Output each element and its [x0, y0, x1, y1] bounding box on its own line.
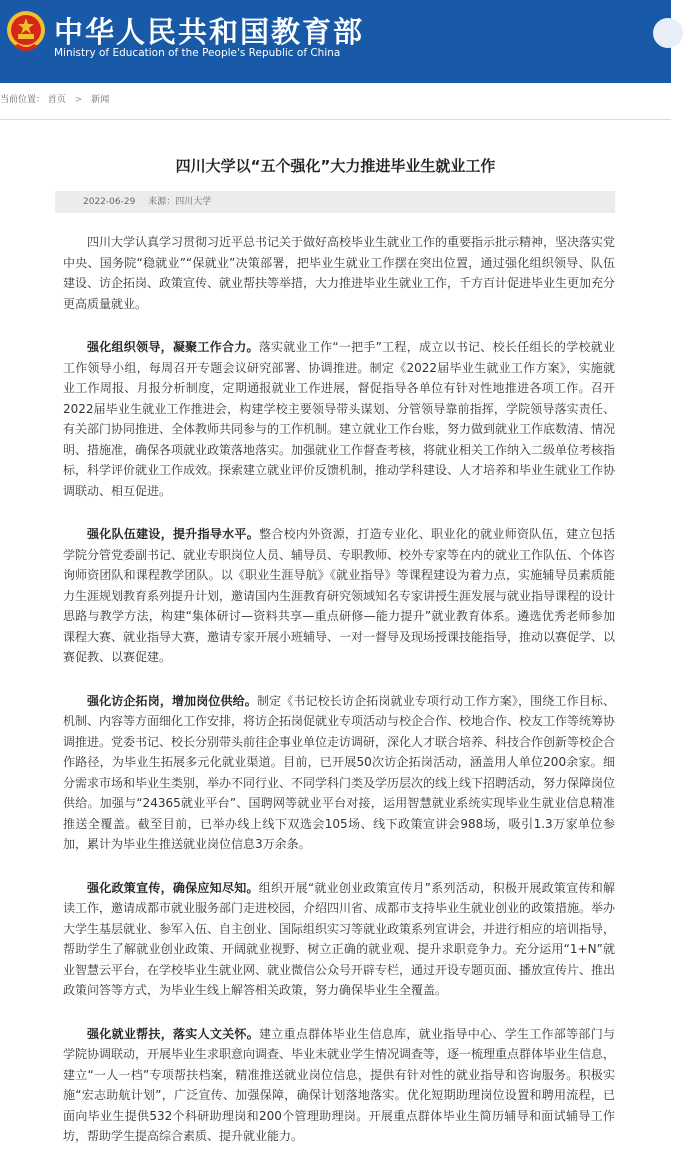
breadcrumb-home[interactable]: 首页: [47, 95, 66, 105]
breadcrumb-news[interactable]: 新闻: [91, 95, 110, 105]
article-title: 四川大学以“五个强化”大力推进毕业生就业工作: [175, 157, 496, 175]
publish-date: 2022-06-29: [83, 197, 136, 207]
section-text: 整合校内外资源，打造专业化、职业化的就业师资队伍，建立包括学院分管党委副书记、就业专职岗位人员、辅导员、专职教师、校外专家等在内的就业工作队伍、个体咨询师资团队和课程教学团队。以《职业生涯导航》《就业指导》等课程建设为着力点，实施辅导员素质能力生涯规划教育系列提升计划，邀请国内生涯教育研究领域知名专家讲授生涯发展与就业指导课程的设计思路与教学方法，构建“集体研讨—资料共享—重点研修—能力提升”就业教育体系。遴选优秀老师参加课程大赛、就业指导大赛，邀请专家开展小班辅导、一对一督导及现场授课技能指导，推动以赛促学、以赛促教、以赛促建。: [63, 527, 616, 664]
article-source: 来源：四川大学: [148, 197, 212, 207]
section-text: 组织开展“就业创业政策宣传月”系列活动，积极开展政策宣传和解读工作，邀请成都市就业服务部门走进校园，介绍四川省、成都市支持毕业生就业创业的政策措施。举办大学生基层就业、参军入伍、自主创业、国际组织实习等就业政策系列宣讲会，并进行相应的培训指导，帮助学生了解就业创业政策、开阔就业视野、树立正确的就业观、提升求职竞争力。充分运用“1+N”就业智慧云平台，在学校毕业生就业网、就业微信公众号开辟专栏，通过开设专题页面、播放宣传片、推出政策问答等方式，为毕业生线上解答相关政策，努力确保毕业生全覆盖。: [63, 880, 616, 997]
section-paragraph: [63, 878, 615, 1001]
article-body: [63, 232, 615, 1170]
site-title-cn[interactable]: 中华人民共和国教育部: [54, 15, 365, 49]
article-meta: [55, 191, 615, 213]
section-heading: 强化组织领导，凝聚工作合力。: [87, 340, 259, 354]
site-header: [0, 0, 671, 83]
intro-text: 四川大学认真学习贯彻习近平总书记关于做好高校毕业生就业工作的重要指示批示精神，坚决落实党中央、国务院“稳就业”“保就业”决策部署，把毕业生就业工作摆在突出位置，通过强化组织领导、队伍建设、访企拓岗、政策宣传、就业帮扶等举措，大力推进毕业生就业工作，千方百计促进毕业生更加充分更高质量就业。: [63, 235, 616, 311]
section-heading: 强化访企拓岗，增加岗位供给。: [87, 693, 257, 708]
section-paragraph: [63, 337, 615, 501]
section-paragraph: [63, 1024, 615, 1147]
site-title-en: Ministry of Education of the People's Republic of China: [54, 47, 341, 59]
section-heading: 强化政策宣传，确保应知尽知。: [87, 880, 259, 895]
section-heading: 强化队伍建设，提升指导水平。: [87, 527, 259, 541]
section-text: 落实就业工作“一把手”工程，成立以书记、校长任组长的学校就业工作领导小组，每周召开专题会议研究部署、协调推进。制定《2022届毕业生就业工作方案》，实施就业工作周报、月报分析制度，定期通报就业工作进展，督促指导各单位有针对性地推进各项工作。召开2022届毕业生就业工作推进会，构建学校主要领导带头谋划、分管领导靠前指挥，学院领导落实责任、有关部门协同推进、全体教师共同参与的工作机制。建立就业工作台账，努力做到就业工作底数清、情况明、措施准，确保各项就业政策落地落实。加强就业工作督查考核，将就业相关工作纳入二级单位考核指标，科学评价就业工作成效。探索建立就业评价反馈机制，推动学科建设、人才培养和毕业生就业工作协调联动、相互促进。: [63, 340, 616, 498]
section-paragraph: [63, 691, 615, 855]
section-paragraph: [63, 524, 615, 668]
breadcrumb-label: 当前位置：: [0, 95, 46, 105]
breadcrumb: [0, 92, 671, 112]
divider: [0, 119, 671, 120]
section-text: 制定《书记校长访企拓岗就业专项行动工作方案》，围绕工作目标、机制、内容等方面细化工作安排，将访企拓岗促就业专项活动与校企合作、校地合作、校友工作等统筹协调推进。党委书记、校长分别带头前往企事业单位走访调研，深化人才联合培养、科技合作创新等校企合作路径，为毕业生拓展多元化就业渠道。目前，已开展50次访企拓岗活动，涵盖用人单位200余家。细分需求市场和毕业生类别，举办不同行业、不同学科门类及学历层次的线上线下招聘活动，努力保障岗位供给。加强与“24365就业平台”、国聘网等就业平台对接，运用智慧就业系统实现毕业生就业信息精准推送全覆盖。截至目前，已举办线上线下双选会105场、线下政策宣讲会988场，吸引1.3万家单位参加，累计为毕业生推送就业岗位信息3万余条。: [63, 693, 616, 851]
breadcrumb-separator: >: [74, 95, 83, 105]
national-emblem-icon: [4, 8, 48, 56]
section-text: 建立重点群体毕业生信息库，就业指导中心、学生工作部等部门与学院协调联动，开展毕业生求职意向调查、毕业未就业学生情况调查等，逐一梳理重点群体毕业生信息，建立“一人一档”专项帮扶档案，精准推送就业岗位信息，提供有针对性的就业指导和咨询服务。积极实施“宏志助航计划”，广泛宣传、加强保障，确保计划落地落实。优化短期助理岗位设置和聘用流程，已面向毕业生提供532个科研助理岗和200个管理助理岗。开展重点群体毕业生简历辅导和面试辅导工作坊，帮助学生提高综合素质、提升就业能力。: [63, 1026, 616, 1143]
header-decoration: [653, 18, 683, 48]
section-heading: 强化就业帮扶，落实人文关怀。: [87, 1026, 259, 1041]
intro-paragraph: [63, 232, 615, 314]
